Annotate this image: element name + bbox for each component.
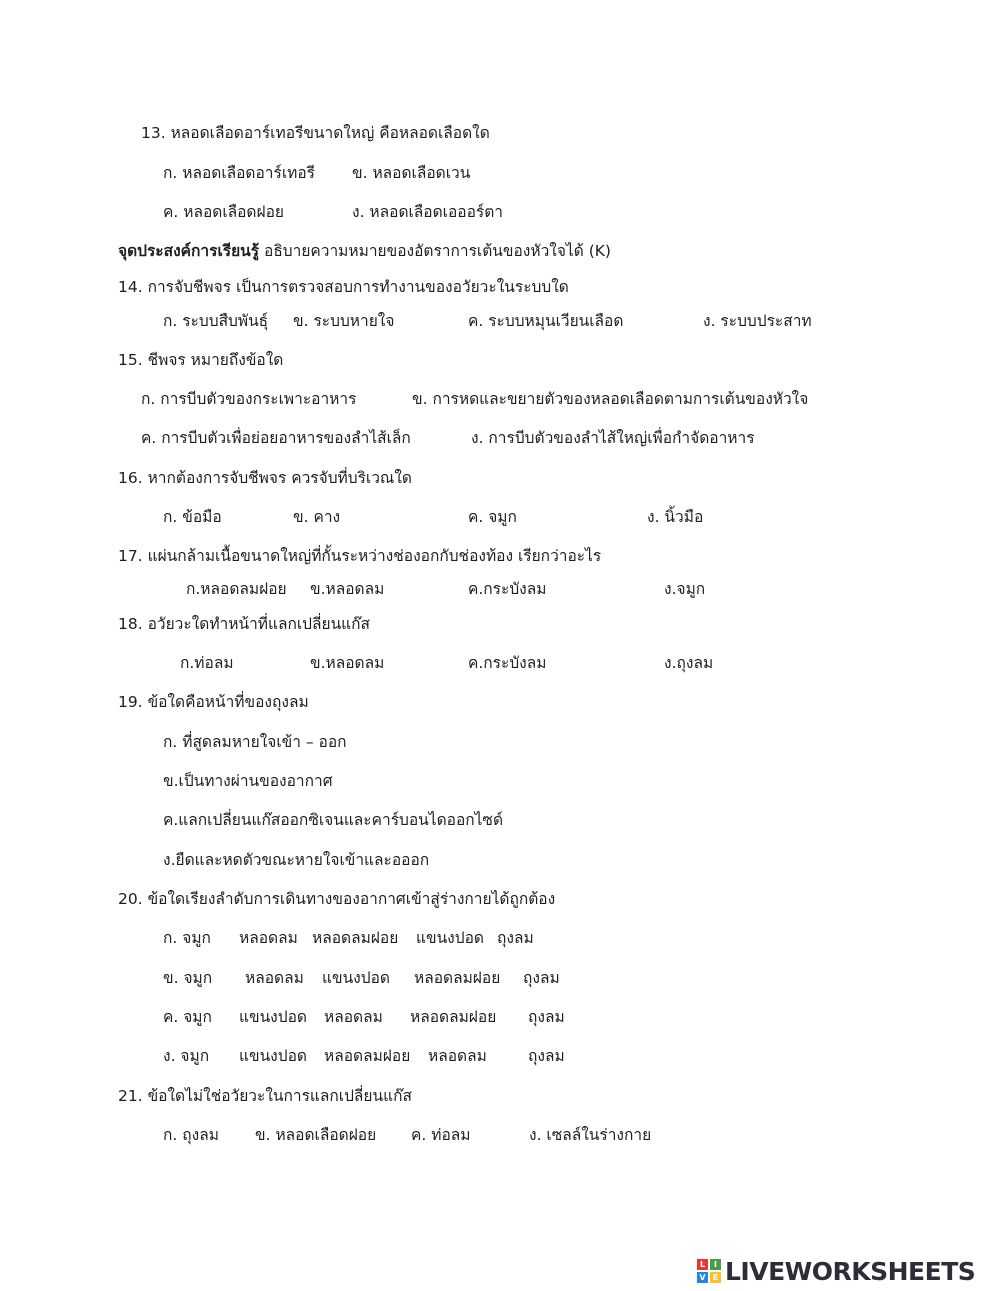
q18-option-a[interactable]: ก.ท่อลม xyxy=(180,654,234,672)
q20-option-b[interactable]: ข. จมูก xyxy=(163,969,213,987)
logo-tile: L xyxy=(697,1259,708,1270)
q20-c-step-3: หลอดลม xyxy=(324,1008,383,1026)
q13-option-d[interactable]: ง. หลอดเลือดเอออร์ตา xyxy=(352,203,504,221)
q16-option-b[interactable]: ข. คาง xyxy=(293,508,341,526)
q17-option-b[interactable]: ข.หลอดลม xyxy=(310,580,385,598)
q19-option-a[interactable]: ก. ที่สูดลมหายใจเข้า – ออก xyxy=(163,733,347,751)
liveworksheets-wordmark: LIVEWORKSHEETS xyxy=(725,1256,976,1286)
q20-b-step-5: ถุงลม xyxy=(523,969,560,987)
q17-option-c[interactable]: ค.กระบังลม xyxy=(468,580,547,598)
q20-a-step-4: แขนงปอด xyxy=(416,929,484,947)
q20-a-step-5: ถุงลม xyxy=(497,929,534,947)
q20-b-step-4: หลอดลมฝอย xyxy=(414,969,501,987)
q13-option-c[interactable]: ค. หลอดเลือดฝอย xyxy=(163,203,284,221)
q14-option-c[interactable]: ค. ระบบหมุนเวียนเลือด xyxy=(468,312,624,330)
q18-option-b[interactable]: ข.หลอดลม xyxy=(310,654,385,672)
q16-option-c[interactable]: ค. จมูก xyxy=(468,508,517,526)
q16-option-d[interactable]: ง. นิ้วมือ xyxy=(647,508,704,526)
q20-b-step-2: หลอดลม xyxy=(245,969,304,987)
q21-option-d[interactable]: ง. เซลล์ในร่างกาย xyxy=(529,1126,652,1144)
q15-option-a[interactable]: ก. การบีบตัวของกระเพาะอาหาร xyxy=(141,390,357,408)
q20-d-step-3: หลอดลมฝอย xyxy=(324,1047,411,1065)
q19-option-c[interactable]: ค.แลกเปลี่ยนแก๊สออกซิเจนและคาร์บอนไดออกไซด์ xyxy=(163,811,504,829)
q17-option-a[interactable]: ก.หลอดลมฝอย xyxy=(186,580,287,598)
q20-d-step-5: ถุงลม xyxy=(528,1047,565,1065)
q20-option-d[interactable]: ง. จมูก xyxy=(163,1047,210,1065)
question-15: 15. ชีพจร หมายถึงข้อใด xyxy=(118,351,284,369)
q13-option-a[interactable]: ก. หลอดเลือดอาร์เทอรี xyxy=(163,164,315,182)
q21-option-b[interactable]: ข. หลอดเลือดฝอย xyxy=(255,1126,377,1144)
question-17: 17. แผ่นกล้ามเนื้อขนาดใหญ่ที่กั้นระหว่างช่องอกกับช่องท้อง เรียกว่าอะไร xyxy=(118,547,602,565)
logo-tile: V xyxy=(697,1272,708,1283)
objective-label: จุดประสงค์การเรียนรู้ xyxy=(118,242,260,260)
question-13: 13. หลอดเลือดอาร์เทอรีขนาดใหญ่ คือหลอดเลือดใด xyxy=(141,124,490,142)
q20-a-step-2: หลอดลม xyxy=(239,929,298,947)
q17-option-d[interactable]: ง.จมูก xyxy=(664,580,706,598)
q20-option-a[interactable]: ก. จมูก xyxy=(163,929,211,947)
question-20: 20. ข้อใดเรียงลำดับการเดินทางของอากาศเข้าสู่ร่างกายได้ถูกต้อง xyxy=(118,890,556,908)
q20-d-step-4: หลอดลม xyxy=(428,1047,487,1065)
question-19: 19. ข้อใดคือหน้าที่ของถุงลม xyxy=(118,693,309,711)
q13-option-b[interactable]: ข. หลอดเลือดเวน xyxy=(352,164,471,182)
q14-option-d[interactable]: ง. ระบบประสาท xyxy=(703,312,812,330)
q20-a-step-3: หลอดลมฝอย xyxy=(312,929,399,947)
q19-option-b[interactable]: ข.เป็นทางผ่านของอากาศ xyxy=(163,772,333,790)
q20-c-step-2: แขนงปอด xyxy=(239,1008,307,1026)
q19-option-d[interactable]: ง.ยืดและหดตัวขณะหายใจเข้าและอออก xyxy=(163,851,430,869)
q20-c-step-5: ถุงลม xyxy=(528,1008,565,1026)
q14-option-b[interactable]: ข. ระบบหายใจ xyxy=(293,312,395,330)
q20-c-step-4: หลอดลมฝอย xyxy=(410,1008,497,1026)
logo-tile: I xyxy=(710,1259,721,1270)
q20-option-c[interactable]: ค. จมูก xyxy=(163,1008,212,1026)
question-21: 21. ข้อใดไม่ใช่อวัยวะในการแลกเปลี่ยนแก๊ส xyxy=(118,1087,412,1105)
q21-option-c[interactable]: ค. ท่อลม xyxy=(411,1126,471,1144)
question-16: 16. หากต้องการจับชีพจร ควรจับที่บริเวณใด xyxy=(118,469,412,487)
q16-option-a[interactable]: ก. ข้อมือ xyxy=(163,508,222,526)
objective-text: อธิบายความหมายของอัตราการเต้นของหัวใจได้ (K) xyxy=(264,242,611,260)
q20-d-step-2: แขนงปอด xyxy=(239,1047,307,1065)
question-14: 14. การจับชีพจร เป็นการตรวจสอบการทำงานของอวัยวะในระบบใด xyxy=(118,278,569,296)
q15-option-c[interactable]: ค. การบีบตัวเพื่อย่อยอาหารของลำไส้เล็ก xyxy=(141,429,411,447)
q18-option-d[interactable]: ง.ถุงลม xyxy=(664,654,714,672)
question-18: 18. อวัยวะใดทำหน้าที่แลกเปลี่ยนแก๊ส xyxy=(118,615,371,633)
q18-option-c[interactable]: ค.กระบังลม xyxy=(468,654,547,672)
liveworksheets-logo-icon xyxy=(697,1259,721,1283)
q15-option-b[interactable]: ข. การหดและขยายตัวของหลอดเลือดตามการเต้นของหัวใจ xyxy=(412,390,809,408)
liveworksheets-logo xyxy=(697,1256,975,1286)
q14-option-a[interactable]: ก. ระบบสืบพันธุ์ xyxy=(163,312,269,330)
q21-option-a[interactable]: ก. ถุงลม xyxy=(163,1126,219,1144)
q15-option-d[interactable]: ง. การบีบตัวของลำไส้ใหญ่เพื่อกำจัดอาหาร xyxy=(471,429,755,447)
q20-b-step-3: แขนงปอด xyxy=(322,969,390,987)
learning-objective xyxy=(118,241,611,261)
logo-tile: E xyxy=(710,1272,721,1283)
